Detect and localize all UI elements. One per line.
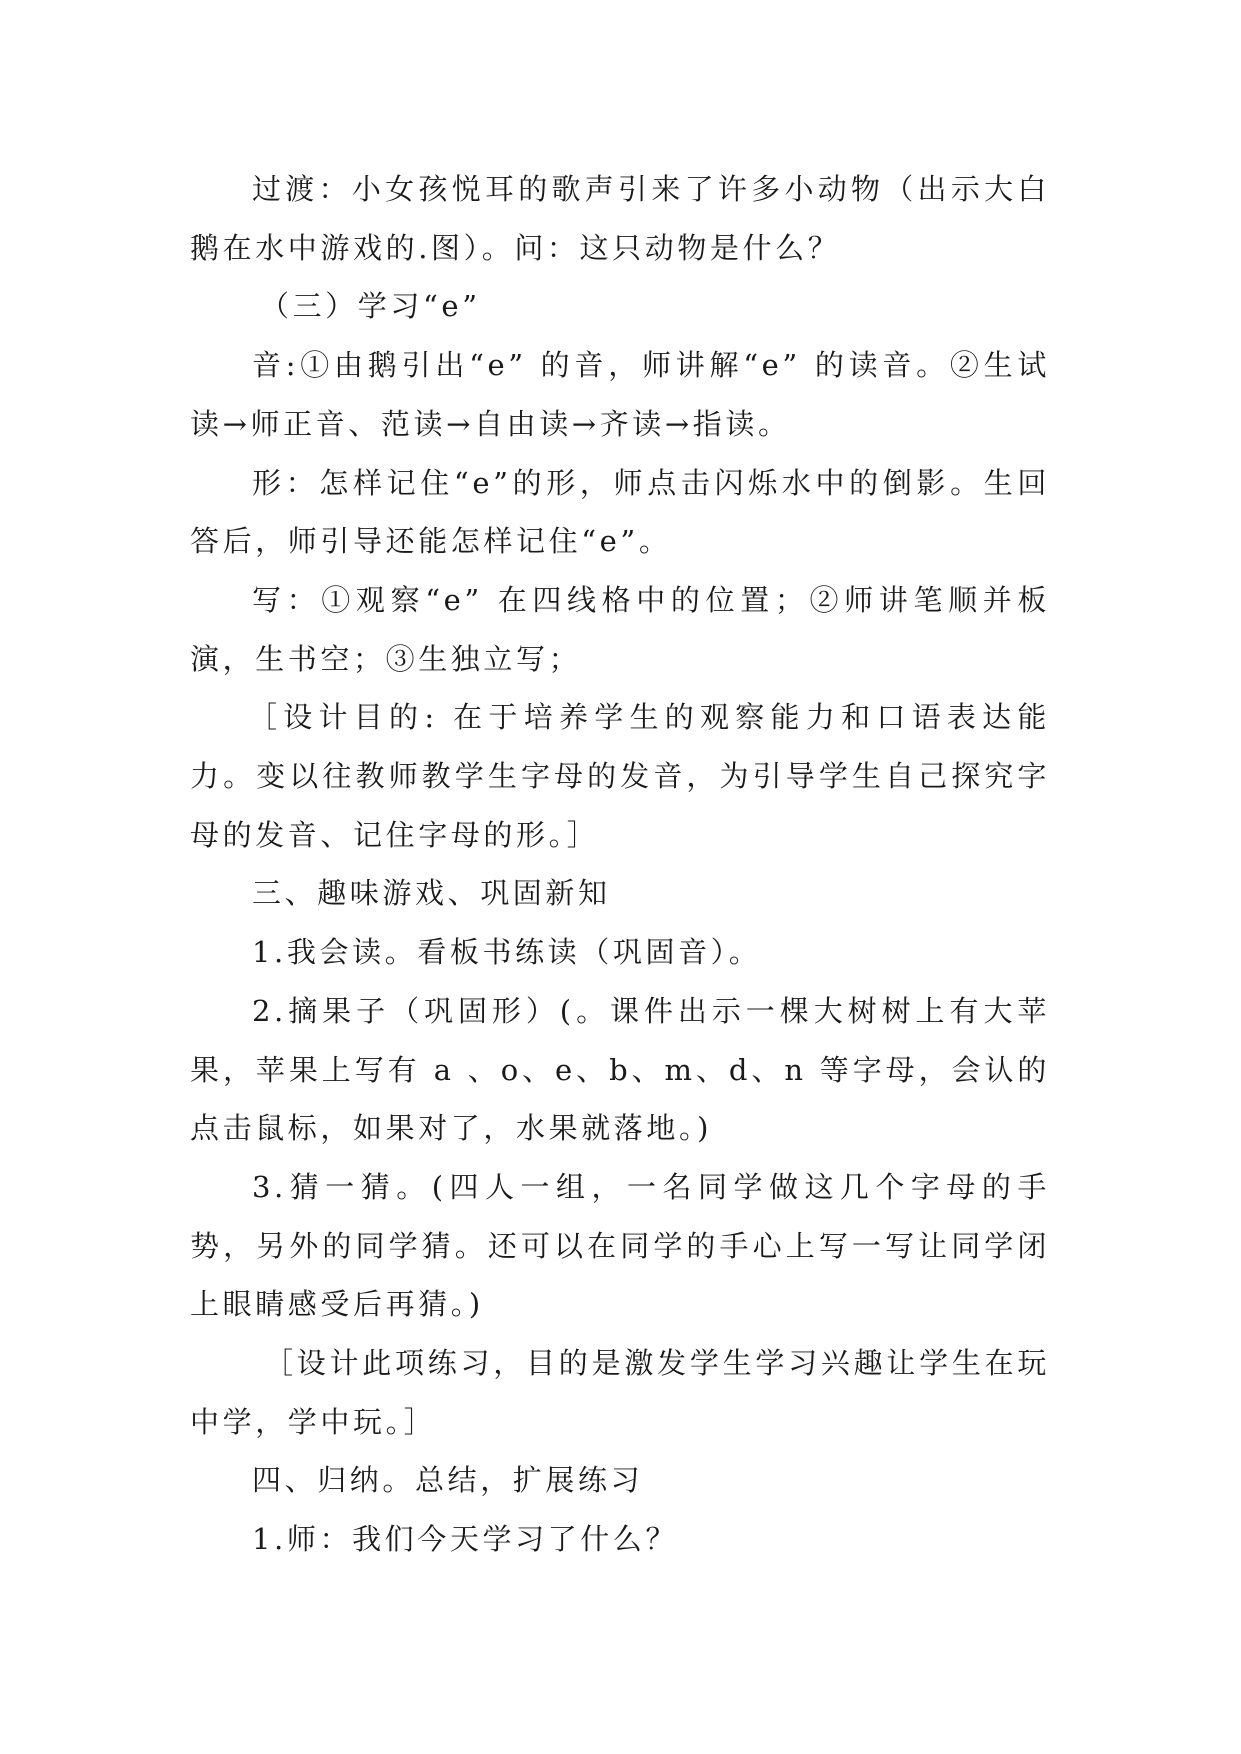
list-item-read: 1.我会读。看板书练读（巩固音）。 <box>252 935 762 970</box>
paragraph-sound: 音:①由鹅引出“e” 的音，师讲解“e” 的读音。②生试读→师正音、范读→自由读→齐读→指读。 <box>190 348 1050 441</box>
list-item-pick-fruit: 2.摘果子（巩固形）(。课件出示一棵大树树上有大苹果，苹果上写有 a 、o、e、b、m、d、n 等字母，会认的点击鼠标，如果对了，水果就落地。) <box>190 993 1050 1146</box>
paragraph-shape: 形：怎样记住“e”的形，师点击闪烁水中的倒影。生回答后，师引导还能怎样记住“e”。 <box>190 465 1050 559</box>
paragraph-writing: 写：①观察“e” 在四线格中的位置；②师讲笔顺并板演，生书空；③生独立写； <box>190 582 1050 676</box>
design-exercise-note: ［设计此项练习，目的是激发学生学习兴趣让学生在玩中学，学中玩。］ <box>190 1346 1050 1439</box>
list-item-guess: 3.猜一猜。(四人一组，一名同学做这几个字母的手势，另外的同学猜。还可以在同学的手心上写一写让同学闭上眼睛感受后再猜。) <box>190 1169 1050 1322</box>
section-heading-games: 三、趣味游戏、巩固新知 <box>252 876 611 911</box>
section-heading-learn-e: （三）学习“e” <box>260 289 481 324</box>
list-item-teacher-question: 1.师：我们今天学习了什么？ <box>252 1522 679 1557</box>
design-purpose-note: ［设计目的: 在于培养学生的观察能力和口语表达能力。变以往教师教学生字母的发音，为引导学生自己探究字母的发音、记住字母的形。］ <box>190 700 1050 852</box>
section-heading-summary: 四、归纳。总结，扩展练习 <box>252 1463 644 1498</box>
paragraph-transition: 过渡：小女孩悦耳的歌声引来了许多小动物（出示大白鹅在水中游戏的.图）。问：这只动物是什么？ <box>190 172 1050 265</box>
document-body <box>190 160 1050 1569</box>
